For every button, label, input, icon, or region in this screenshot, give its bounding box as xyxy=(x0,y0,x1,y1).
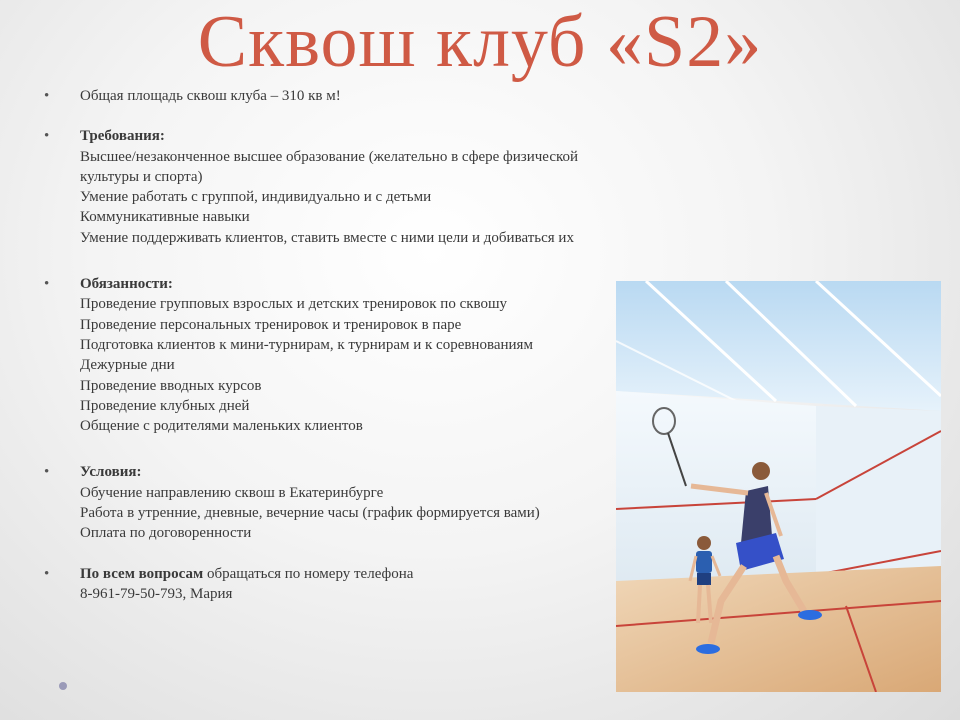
duties-line: Проведение клубных дней xyxy=(80,397,250,414)
contact-phone: 8-961-79-50-793, Мария xyxy=(80,585,233,602)
bullet-duties xyxy=(44,274,634,436)
back-wall xyxy=(616,391,816,581)
ceiling xyxy=(616,281,941,411)
conditions-line: Работа в утренние, дневные, вечерние часы (график формируется вами) xyxy=(80,505,540,522)
contact-heading: По всем вопросам xyxy=(80,565,204,582)
conditions-heading: Условия: xyxy=(80,464,142,481)
requirements-line: культуры и спорта) xyxy=(80,168,203,185)
requirements-heading: Требования: xyxy=(80,128,165,145)
duties-line: Проведение вводных курсов xyxy=(80,377,262,394)
duties-heading: Обязанности: xyxy=(80,276,173,293)
floor xyxy=(616,566,941,692)
conditions-line: Оплата по договоренности xyxy=(80,525,252,542)
decorative-dot xyxy=(59,682,67,690)
duties-line: Подготовка клиентов к мини-турнирам, к турнирам и к соревнованиям xyxy=(80,336,533,353)
duties-line: Общение с родителями маленьких клиентов xyxy=(80,418,363,435)
slide-content xyxy=(44,86,634,604)
bullet-requirements xyxy=(44,126,634,248)
bullet-icon xyxy=(44,462,49,482)
duties-line: Проведение персональных тренировок и тренировок в паре xyxy=(80,316,462,333)
bullet-area xyxy=(44,86,634,106)
squash-court-photo xyxy=(616,281,941,692)
requirements-line: Коммуникативные навыки xyxy=(80,209,250,226)
bullet-icon xyxy=(44,86,49,106)
requirements-line: Умение поддерживать клиентов, ставить вместе с ними цели и добиваться их xyxy=(80,229,574,246)
bullet-icon xyxy=(44,274,49,294)
squash-court-illustration xyxy=(616,281,941,692)
requirements-line: Высшее/незаконченное высшее образование (желательно в сфере физической xyxy=(80,148,579,165)
duties-line: Проведение групповых взрослых и детских тренировок по сквошу xyxy=(80,296,508,313)
requirements-line: Умение работать с группой, индивидуально и с детьми xyxy=(80,189,432,206)
duties-line: Дежурные дни xyxy=(80,357,175,374)
bullet-conditions xyxy=(44,462,634,543)
bullet-icon xyxy=(44,126,49,146)
bullet-contact xyxy=(44,564,634,605)
contact-line xyxy=(80,564,634,584)
area-text: Общая площадь сквош клуба – 310 кв м! xyxy=(80,88,341,104)
contact-text: обращаться по номеру телефона xyxy=(203,565,414,582)
slide-title: Сквош клуб «S2» xyxy=(197,1,763,83)
bullet-icon xyxy=(44,564,49,584)
conditions-line: Обучение направлению сквош в Екатеринбурге xyxy=(80,484,384,501)
